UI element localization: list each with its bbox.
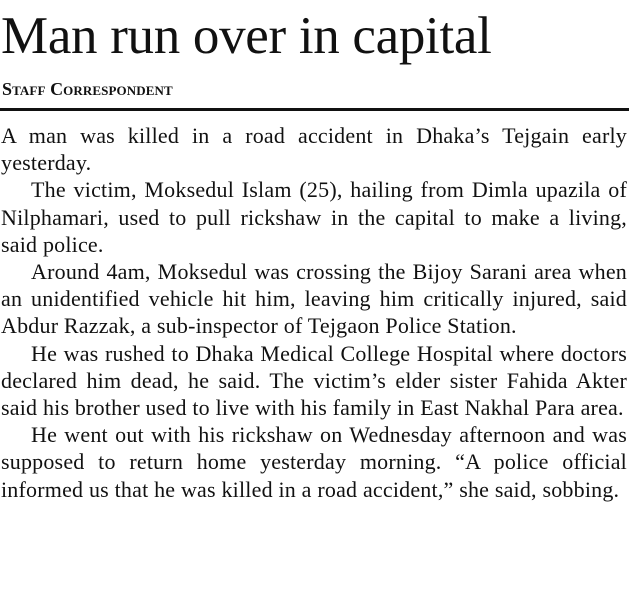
article-paragraph-1: A man was killed in a road accident in Dhaka’s Tejgain early yesterday. (1, 123, 627, 176)
article-body (1, 122, 627, 503)
article-paragraph-4: He was rushed to Dhaka Medical College Hospital where doctors declared him dead, he said. The victim’s elder sister Fahida Akter said his brother used to live with his family in East Nakhal Para area. (1, 340, 627, 421)
byline-divider (0, 108, 629, 111)
byline: Staff Correspondent (2, 79, 173, 99)
article-paragraph-5: He went out with his rickshaw on Wednesday afternoon and was supposed to return home yesterday morning. “A police official informed us that he was killed in a road accident,” she said, sobbing. (1, 422, 627, 502)
article-paragraph-2: The victim, Moksedul Islam (25), hailing from Dimla upazila of Nilphamari, used to pull rickshaw in the capital to make a living, said police. (1, 177, 627, 257)
article-paragraph-3: Around 4am, Moksedul was crossing the Bijoy Sarani area when an unidentified vehicle hit him, leaving him critically injured, said Abdur Razzak, a sub-inspector of Tejgaon Police Station. (1, 259, 627, 339)
headline: Man run over in capital (1, 7, 492, 65)
